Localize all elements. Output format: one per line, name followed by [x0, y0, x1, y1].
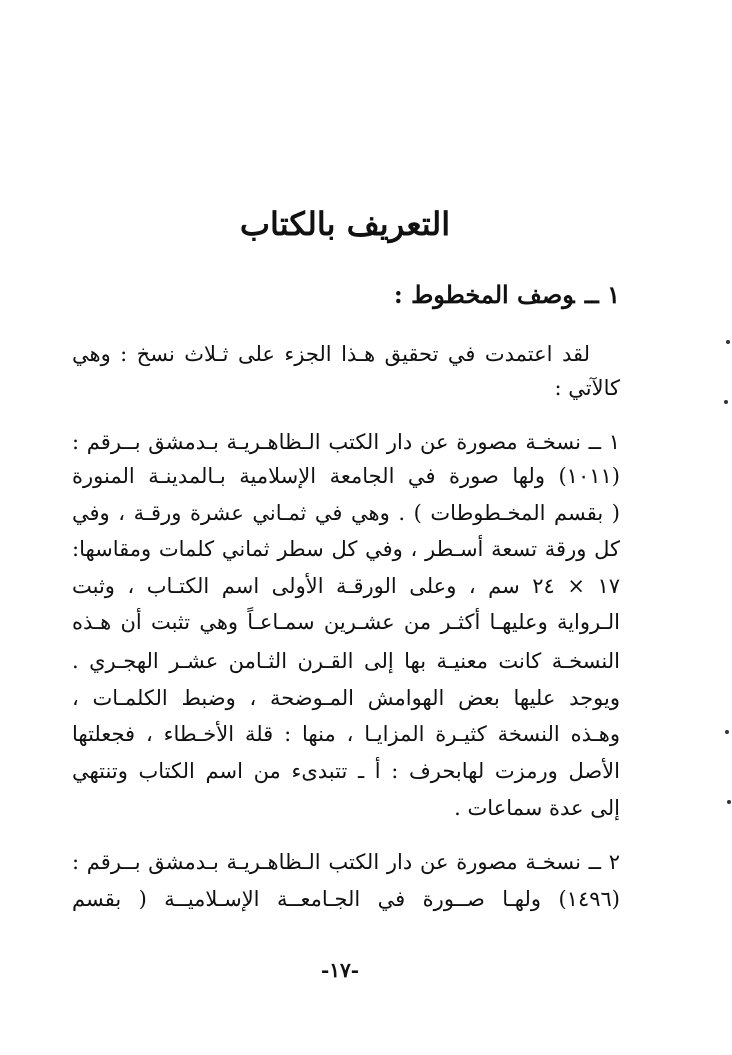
- item1-line-11: إلى عدة سماعات .: [454, 796, 620, 820]
- intro-line-1: لقد اعتمدت في تحقيق هـذا الجزء على ثـلاث نسخ : وهي: [72, 342, 590, 366]
- item1-line-1: ١ ــ نسخـة مصورة عن دار الكتب الـظاهـريـة بـدمشق بــرقم :: [72, 430, 620, 454]
- section-heading: [394, 280, 620, 309]
- item1-line-9: وهـذه النسخة كثيـرة المزايـا ، منها : قلة الأخـطاء ، فجعلتها: [72, 722, 620, 746]
- item1-line-5: ١٧ × ٢٤ سم ، وعلى الورقـة الأولى اسم الكتـاب ، وثبت: [72, 574, 620, 598]
- scan-mark: [726, 340, 730, 344]
- page-number: -١٧-: [320, 958, 360, 982]
- item1-line-6: الـرواية وعليهـا أكثـر من عشـرين سمـاعـاً وهي تثبت أن هـذه: [72, 610, 620, 634]
- scan-mark: [724, 400, 728, 404]
- item2-line-2: (١٤٩٦) ولهـا صــورة في الجـامعــة الإسـلاميــة ( بقسم: [72, 887, 620, 911]
- section-heading-text: وصف المخطوط :: [393, 280, 575, 309]
- item1-line-4: كل ورقة تسعة أسـطر ، وفي كل سطر ثماني كلمات ومقاسها:: [72, 537, 620, 561]
- intro-line-2: كالآتي :: [554, 376, 620, 400]
- section-heading-number: ١ ــ: [584, 280, 620, 309]
- item1-line-3: ( بقسم المخـطوطات ) . وهي في ثمـاني عشرة ورقـة ، وفي: [72, 501, 620, 525]
- scan-mark: [727, 800, 731, 804]
- page-title: التعريف بالكتاب: [239, 205, 451, 243]
- item2-line-1: ٢ ــ نسخـة مصورة عن دار الكتب الـظاهـريـة بـدمشق بــرقم :: [72, 850, 620, 874]
- item1-line-10: الأصل ورمزت لهابحرف : أ ـ تتبدىء من اسم الكتاب وتنتهي: [72, 759, 620, 783]
- scan-mark: [725, 730, 729, 734]
- item1-line-2: (١٠١١) ولها صورة في الجامعة الإسلامية بـالمدينـة المنورة: [72, 464, 620, 488]
- item1-line-7: النسخـة كانت معنيـة بها إلى القـرن الثـامن عشـر الهجـري .: [72, 649, 620, 673]
- item1-line-8: ويوجد عليها بعض الهوامش المـوضحة ، وضبط الكلمـات ،: [72, 686, 620, 710]
